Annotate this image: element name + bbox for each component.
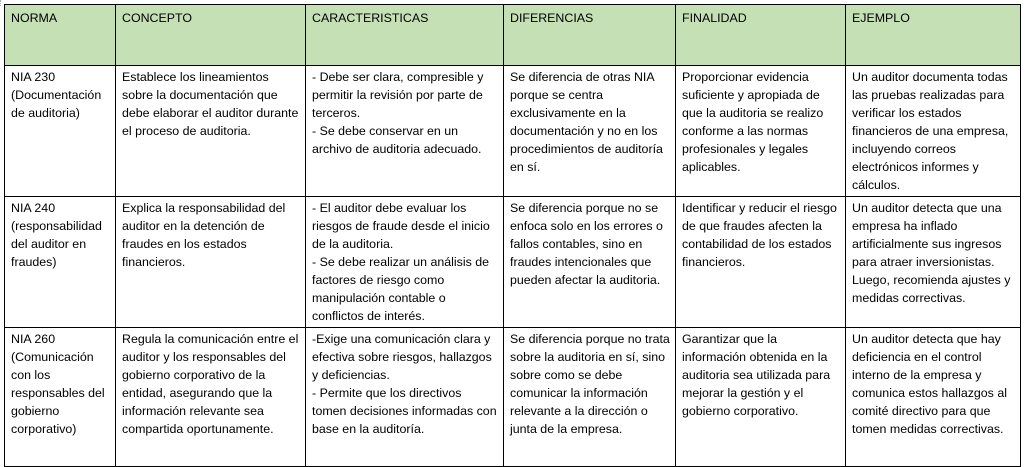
cell-ejemplo: Un auditor detecta que hay deficiencia en el control interno de la empresa y comunica estos hallazgos al comité directivo para que tomen medidas correctivas. [846, 328, 1021, 467]
caracteristica-item: -Exige una comunicación clara y efectiva sobre riesgos, hallazgos y deficiencias. [312, 332, 492, 382]
cell-diferencias: Se diferencia porque no se enfoca solo en los errores o fallos contables, sino en fraudes intencionales que pueden afectar la auditoria. [504, 197, 676, 328]
cell-concepto: Regula la comunicación entre el auditor y los responsables del gobierno corporativo de la entidad, asegurando que la información relevante sea compartida oportunamente. [116, 328, 306, 467]
cell-norma: NIA 230 (Documentación de auditoria) [5, 66, 116, 197]
table-row [5, 328, 1021, 467]
caracteristica-item: - Se debe realizar un análisis de factores de riesgo como manipulación contable o conflictos de interés. [312, 255, 490, 323]
cell-norma: NIA 260 (Comunicación con los responsables del gobierno corporativo) [5, 328, 116, 467]
cell-ejemplo: Un auditor documenta todas las pruebas realizadas para verificar los estados financieros de una empresa, incluyendo correos electrónicos informes y cálculos. [846, 66, 1021, 197]
cell-diferencias: Se diferencia de otras NIA porque se centra exclusivamente en la documentación y no en los procedimientos de auditoría en sí. [504, 66, 676, 197]
table-row [5, 197, 1021, 328]
cell-diferencias: Se diferencia porque no trata sobre la auditoria en sí, sino sobre como se debe comunicar la información relevante a la dirección o junta de la empresa. [504, 328, 676, 467]
nia-comparison-table [4, 4, 1021, 467]
cell-caracteristicas [306, 66, 504, 197]
caracteristica-item: - Debe ser clara, compresible y permitir la revisión por parte de terceros. [312, 70, 484, 120]
cell-finalidad: Identificar y reducir el riesgo de que fraudes afecten la contabilidad de los estados financieros. [676, 197, 846, 328]
caracteristica-item: - El auditor debe evaluar los riesgos de fraude desde el inicio de la auditoria. [312, 201, 490, 251]
header-caracteristicas: CARACTERISTICAS [306, 5, 504, 66]
cell-norma: NIA 240 (responsabilidad del auditor en fraudes) [5, 197, 116, 328]
header-concepto: CONCEPTO [116, 5, 306, 66]
table-row [5, 66, 1021, 197]
caracteristica-item: - Se debe conservar en un archivo de auditoria adecuado. [312, 124, 482, 156]
header-row [5, 5, 1021, 66]
header-finalidad: FINALIDAD [676, 5, 846, 66]
header-diferencias: DIFERENCIAS [504, 5, 676, 66]
cell-finalidad: Proporcionar evidencia suficiente y apropiada de que la auditoria se realizo conforme a las normas profesionales y legales aplicables. [676, 66, 846, 197]
header-ejemplo: EJEMPLO [846, 5, 1021, 66]
header-norma: NORMA [5, 5, 116, 66]
cell-caracteristicas [306, 328, 504, 467]
cell-caracteristicas [306, 197, 504, 328]
caracteristica-item: - Permite que los directivos tomen decisiones informadas con base en la auditoría. [312, 386, 497, 436]
cell-finalidad: Garantizar que la información obtenida en la auditoria sea utilizada para mejorar la gestión y el gobierno corporativo. [676, 328, 846, 467]
cell-concepto: Explica la responsabilidad del auditor en la detención de fraudes en los estados financieros. [116, 197, 306, 328]
cell-ejemplo: Un auditor detecta que una empresa ha inflado artificialmente sus ingresos para atraer inversionistas. Luego, recomienda ajustes y medidas correctivas. [846, 197, 1021, 328]
cell-concepto: Establece los lineamientos sobre la documentación que debe elaborar el auditor durante el proceso de auditoria. [116, 66, 306, 197]
margin-guide [0, 0, 3, 6]
